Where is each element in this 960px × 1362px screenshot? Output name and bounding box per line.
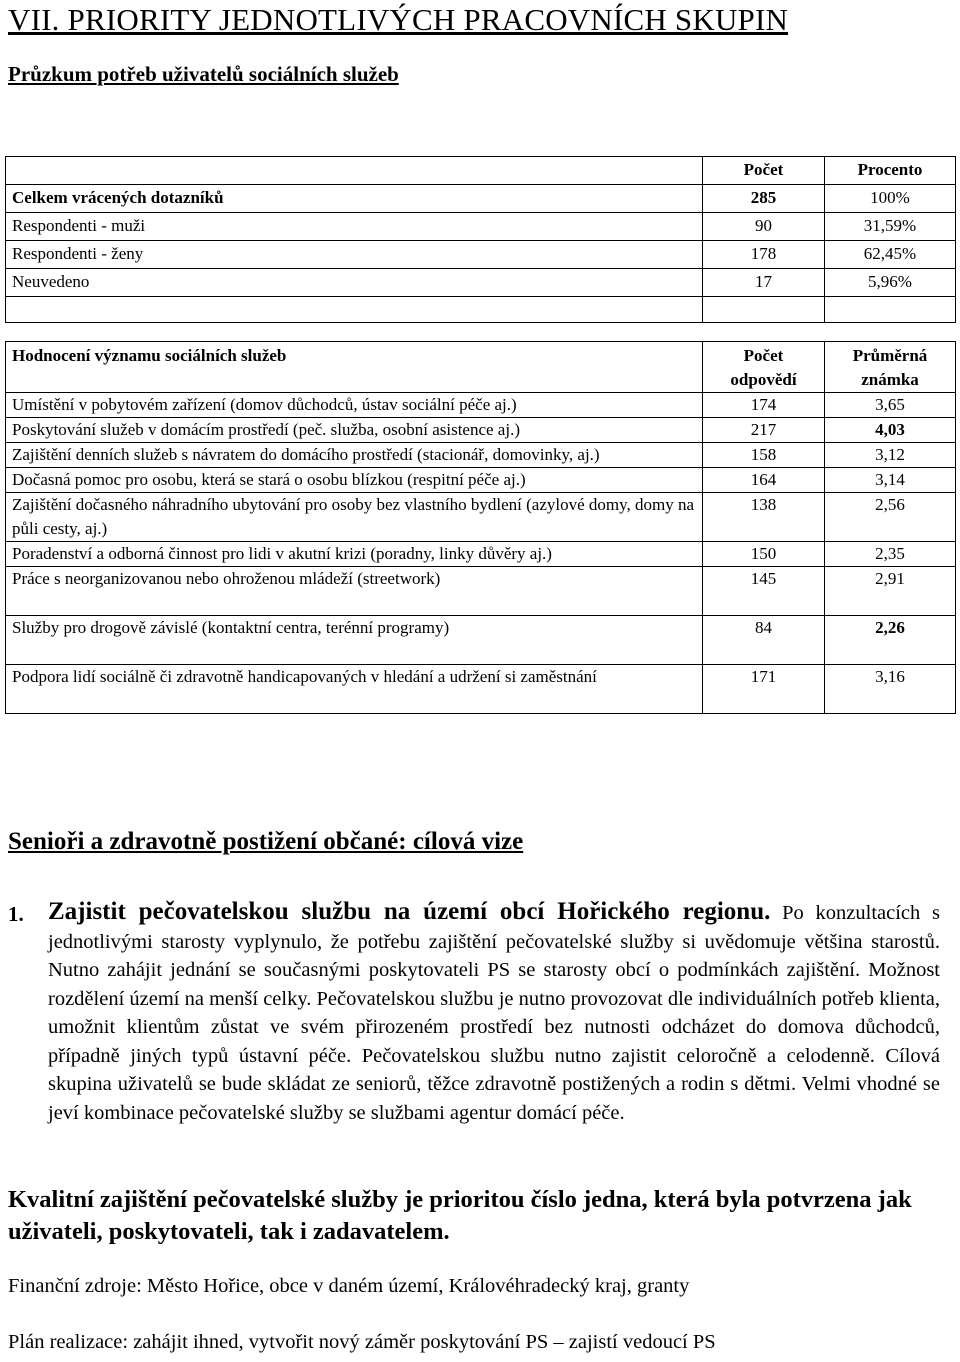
row-count: 84 (703, 616, 825, 665)
page-title: VII. PRIORITY JEDNOTLIVÝCH PRACOVNÍCH SKUPIN (8, 2, 789, 37)
row-label: Celkem vrácených dotazníků (6, 185, 703, 213)
row-grade: 3,65 (825, 393, 956, 418)
row-label: Poskytování služeb v domácím prostředí (peč. služba, osobní asistence aj.) (6, 418, 703, 443)
section-heading: Senioři a zdravotně postižení občané: cílová vize (8, 828, 524, 855)
table-row (6, 493, 956, 542)
row-count: 150 (703, 542, 825, 567)
row-label: Umístění v pobytovém zařízení (domov důchodců, ústav sociální péče aj.) (6, 393, 703, 418)
row-label: Zajištění denních služeb s návratem do domácího prostředí (stacionář, domovinky, aj.) (6, 443, 703, 468)
row-percent: 62,45% (825, 241, 956, 269)
row-label: Poradenství a odborná činnost pro lidi v akutní krizi (poradny, linky důvěry aj.) (6, 542, 703, 567)
row-grade: 2,56 (825, 493, 956, 542)
empty-cell (6, 297, 703, 323)
row-label: Zajištění dočasného náhradního ubytování pro osoby bez vlastního bydlení (azylové domy, domy na půli cesty, aj.) (6, 493, 703, 542)
row-count: 178 (703, 241, 825, 269)
row-label: Práce s neorganizovanou nebo ohroženou mládeží (streetwork) (6, 567, 703, 616)
header-percent: Procento (825, 157, 956, 185)
row-grade: 3,12 (825, 443, 956, 468)
table-row (6, 393, 956, 418)
row-label: Respondenti - ženy (6, 241, 703, 269)
table-row (6, 468, 956, 493)
table-row (6, 213, 956, 241)
header-grade: Průměrná známka (825, 342, 956, 393)
plan-line: Plán realizace: zahájit ihned, vytvořit nový záměr poskytování PS – zajistí vedoucí PS (8, 1331, 716, 1353)
row-count: 164 (703, 468, 825, 493)
row-count: 171 (703, 665, 825, 714)
row-label: Podpora lidí sociálně či zdravotně handicapovaných v hledání a udržení si zaměstnání (6, 665, 703, 714)
table-row (6, 241, 956, 269)
row-count: 90 (703, 213, 825, 241)
summary-table (5, 156, 956, 323)
table-header-row (6, 342, 956, 393)
row-count: 217 (703, 418, 825, 443)
row-count: 17 (703, 269, 825, 297)
item-paragraph (48, 898, 940, 1127)
table-row (6, 185, 956, 213)
table-row (6, 616, 956, 665)
table-row (6, 418, 956, 443)
row-grade: 3,14 (825, 468, 956, 493)
header-label: Hodnocení významu sociálních služeb (6, 342, 703, 393)
rating-table (5, 341, 956, 714)
header-count: Počet odpovědí (703, 342, 825, 393)
table-row (6, 665, 956, 714)
survey-subtitle: Průzkum potřeb uživatelů sociálních služeb (8, 62, 399, 86)
row-count: 174 (703, 393, 825, 418)
header-empty-cell (6, 157, 703, 185)
row-count: 158 (703, 443, 825, 468)
empty-cell (825, 297, 956, 323)
item-text: Po konzultacích s jednotlivými starosty vyplynulo, že potřebu zajištění pečovatelské služby si uvědomuje většina starostů. Nutno zahájit jednání se současnými poskytovateli PS se starosty obcí o podmínkách zajištění. Možnost rozdělení území na menší celky. Pečovatelskou službu je nutno provozovat dle individuálních potřeb klienta, umožnit klientům zůstat ve svém přirozeném prostředí bez nutnosti odcházet do domova důchodců, případně jiných typů ústavní péče. Pečovatelskou službu nutno zajistit celoročně a celodenně. Cílová skupina uživatelů se bude skládat ze seniorů, těžce zdravotně postižených a rodin s dětmi. Velmi vhodné se jeví kombinace pečovatelské služby se službami agentur domácí péče. (48, 902, 941, 1124)
table-row (6, 567, 956, 616)
row-grade: 2,26 (825, 616, 956, 665)
row-label: Služby pro drogově závislé (kontaktní centra, terénní programy) (6, 616, 703, 665)
row-grade: 2,91 (825, 567, 956, 616)
row-percent: 31,59% (825, 213, 956, 241)
row-percent: 100% (825, 185, 956, 213)
row-percent: 5,96% (825, 269, 956, 297)
row-label: Dočasná pomoc pro osobu, která se stará o osobu blízkou (respitní péče aj.) (6, 468, 703, 493)
item-number: 1. (8, 902, 24, 926)
priority-statement: Kvalitní zajištění pečovatelské služby je prioritou číslo jedna, která byla potvrzena jak uživateli, poskytovateli, tak i zadavatelem. (8, 1186, 912, 1245)
row-label: Neuvedeno (6, 269, 703, 297)
row-count: 285 (703, 185, 825, 213)
table-empty-row (6, 297, 956, 323)
table-header-row (6, 157, 956, 185)
table-row (6, 542, 956, 567)
item-title: Zajistit pečovatelskou službu na území obcí Hořického regionu. (48, 898, 771, 925)
table-row (6, 269, 956, 297)
empty-cell (703, 297, 825, 323)
row-grade: 2,35 (825, 542, 956, 567)
row-label: Respondenti - muži (6, 213, 703, 241)
row-grade: 4,03 (825, 418, 956, 443)
row-grade: 3,16 (825, 665, 956, 714)
row-count: 138 (703, 493, 825, 542)
financing-line: Finanční zdroje: Město Hořice, obce v daném území, Královéhradecký kraj, granty (8, 1275, 690, 1297)
table-row (6, 443, 956, 468)
header-count: Počet (703, 157, 825, 185)
row-count: 145 (703, 567, 825, 616)
